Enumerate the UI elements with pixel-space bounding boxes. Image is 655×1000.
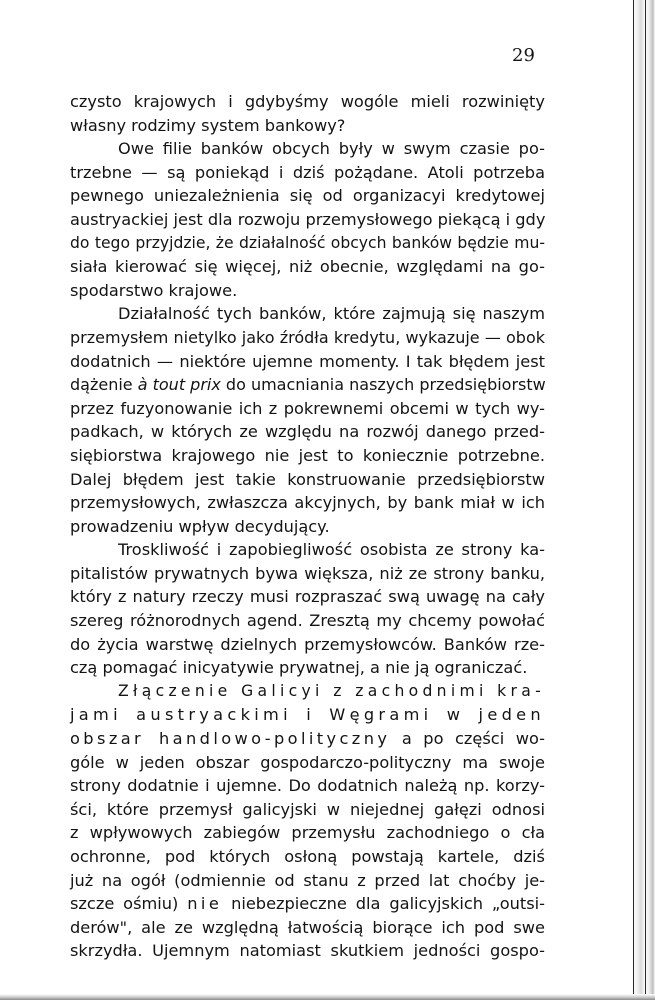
text-line: który z natury rzeczy musi rozpraszać swą uwagę na cały <box>70 587 545 607</box>
spaced-text-line: Złączenie Galicyi z zachodnimi kra- <box>118 681 545 700</box>
text-line: czysto krajowych i gdybyśmy wogóle mieli rozwinięty <box>70 92 545 111</box>
text-line: siębiorstwa krajowego nie jest to koniecznie potrzebne. <box>70 445 545 465</box>
text-line: prowadzeniu wpływ decydujący. <box>70 516 330 536</box>
text-line: padkach, w których ze względu na rozwój danego przed- <box>70 422 545 442</box>
text-line: dodatnich — niektóre ujemne momenty. I tak błędem jest <box>70 351 545 371</box>
text-line: już na ogół (odmiennie od stanu z przed lat choćby je- <box>70 870 545 890</box>
text-line: do życia warstwę dzielnych przemysłowców. Banków rze- <box>70 634 545 654</box>
text-line: ści, które przemysł galicyjski w niejednej gałęzi odnosi <box>70 799 545 819</box>
text-line: przez fuzyonowanie ich z pokrewnemi obcemi w tych wy- <box>70 398 545 418</box>
text-line: pitalistów prywatnych bywa większa, niż ze strony banku, <box>70 563 545 583</box>
text-line: z wpływowych zabiegów przemysłu zachodniego o cła <box>70 823 545 843</box>
text-line: szereg różnorodnych agend. Zresztą my chcemy powołać <box>70 611 545 631</box>
text-line: spodarstwo krajowe. <box>70 280 238 300</box>
text-line: do tego przyjdzie, że działalność obcych banków będzie mu- <box>70 233 545 252</box>
spaced-phrase: obszar handlowo-polityczny <box>70 729 391 749</box>
text-line <box>70 373 545 397</box>
text-segment: a po części wo- <box>390 729 545 749</box>
text-line: pewnego uniezależnienia się od organizacyi kredytowej <box>70 186 545 206</box>
text-segment: dążenie <box>70 375 138 395</box>
text-line: Troskliwość i zapobiegliwość osobista ze strony ka- <box>118 540 545 560</box>
text-line: Owe filie banków obcych były w swym czasie po- <box>118 139 545 159</box>
text-line: Działalność tych banków, które zajmują się naszym <box>118 304 545 324</box>
text-line: strony dodatnie i ujemne. Do dodatnich należą np. korzy- <box>70 776 545 796</box>
body-text <box>70 90 545 963</box>
text-line: trzebne — są poniekąd i dziś pożądane. Atoli potrzeba <box>70 162 545 182</box>
page-edge-line <box>645 0 646 1000</box>
text-line: skrzydła. Ujemnym natomiast skutkiem jedności gospo- <box>70 941 545 961</box>
text-line <box>70 892 545 916</box>
text-line: derów", ale ze względną łatwością biorące ich pod swe <box>70 917 545 937</box>
text-line <box>70 727 545 751</box>
text-line: przemysłowych, zwłaszcza akcyjnych, by bank miał w ich <box>70 493 545 513</box>
spaced-text-line: jami austryackimi i Węgrami w jeden <box>70 705 545 725</box>
italic-phrase: à tout prix <box>137 375 221 395</box>
page-edge <box>631 0 655 1000</box>
text-line: ochronne, pod których osłoną powstają kartele, dziś <box>70 847 545 866</box>
text-segment: szcze ośmiu) <box>70 894 188 914</box>
text-line: własny rodzimy system bankowy? <box>70 115 346 135</box>
text-line: Dalej błędem jest takie konstruowanie przedsiębiorstw <box>70 469 545 489</box>
text-line: siała kierować się więcej, niż obecnie, względami na go- <box>70 257 545 277</box>
page-number: 29 <box>512 45 535 66</box>
text-line: góle w jeden obszar gospodarczo-polityczny ma swoje <box>70 752 545 772</box>
page-bottom-edge <box>0 994 655 1000</box>
text-segment: niebezpieczne dla galicyjskich „outsi- <box>222 894 545 914</box>
text-segment: do umacniania naszych przedsiębiorstw <box>220 375 546 395</box>
spaced-phrase: nie <box>187 894 223 914</box>
page-edge-line <box>633 0 634 1000</box>
text-line: przemysłem nietylko jako źródła kredytu, wykazuje — obok <box>70 327 545 347</box>
text-line: austryackiej jest dla rozwoju przemysłowego piekącą i gdy <box>70 209 546 229</box>
text-line: czą pomagać inicyatywie prywatnej, a nie ją ograniczać. <box>70 658 528 678</box>
